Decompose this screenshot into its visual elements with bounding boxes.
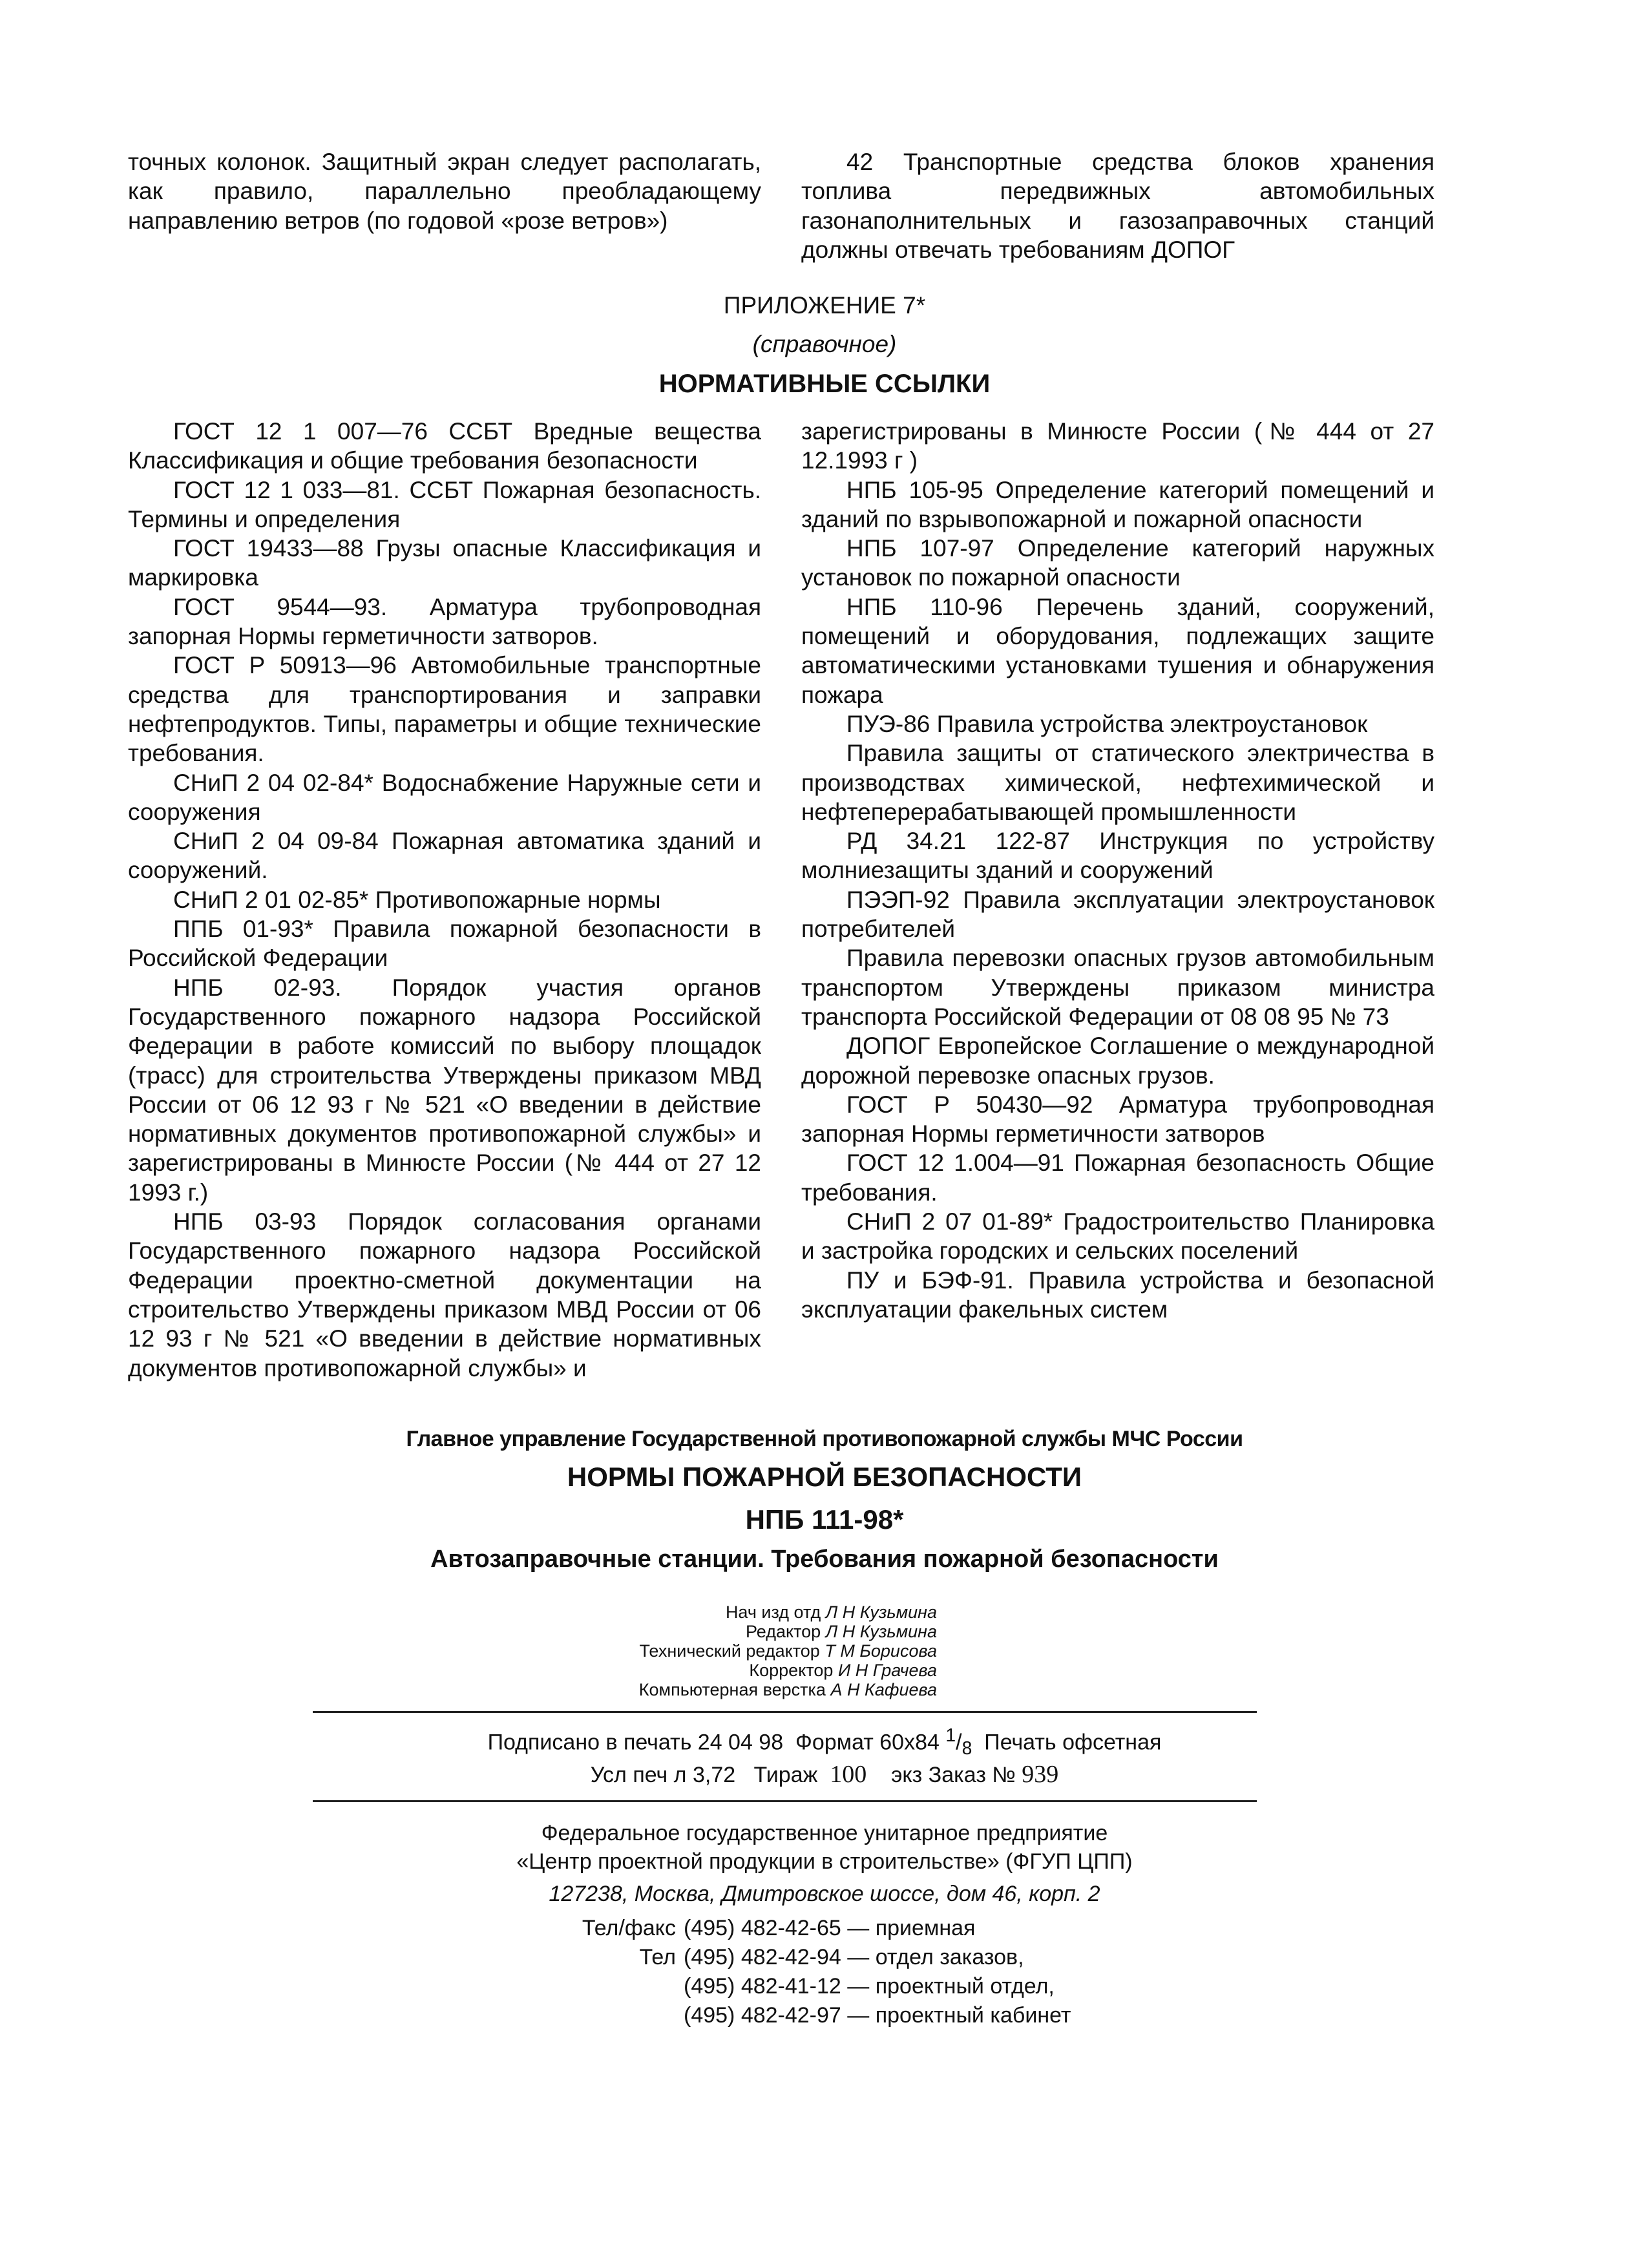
reference-item: ПУ и БЭФ-91. Правила устройства и безопасной эксплуатации факельных систем — [801, 1266, 1434, 1323]
contact-phone: (495) 482-42-65 — [684, 1916, 841, 1940]
credit-role: Нач изд отд — [725, 1602, 821, 1622]
publisher-org-line: «Центр проектной продукции в строительстве» (ФГУП ЦПП) — [516, 1849, 1133, 1874]
signed-label: Подписано в печать — [487, 1730, 692, 1755]
copies-label: экз — [891, 1763, 923, 1787]
credit-name: И Н Грачева — [837, 1661, 937, 1680]
credit-line — [549, 1622, 937, 1641]
reference-item: СНиП 2 01 02-85* Противопожарные нормы — [173, 886, 661, 913]
credit-name: Л Н Кузьмина — [825, 1622, 937, 1641]
signed-date: 24 04 98 — [697, 1730, 784, 1755]
credits-list — [549, 1602, 937, 1699]
sheets-label: Усл печ л — [590, 1763, 687, 1787]
credit-name: А Н Кафиева — [830, 1680, 937, 1699]
reference-item: ГОСТ Р 50430—92 Арматура трубопроводная запорная Нормы герметичности затворов — [801, 1091, 1434, 1148]
reference-item: ДОПОГ Европейское Соглашение о международной дорожной перевозке опасных грузов. — [801, 1033, 1434, 1089]
credit-name: Л Н Кузьмина — [825, 1602, 937, 1622]
reference-item: ПУЭ-86 Правила устройства электроустановок — [846, 710, 1368, 737]
contact-dept: отдел заказов, — [875, 1945, 1024, 1969]
credit-name: Т М Борисова — [824, 1641, 937, 1661]
run-value: 100 — [830, 1761, 867, 1788]
format-numerator: 1 — [945, 1725, 956, 1746]
colophon-title: НОРМЫ ПОЖАРНОЙ БЕЗОПАСНОСТИ — [567, 1462, 1082, 1492]
reference-item: СНиП 2 04 09-84 Пожарная автоматика зданий и сооружений. — [128, 828, 761, 884]
contact-label: Тел/факс — [582, 1916, 676, 1940]
reference-item: ГОСТ 19433—88 Грузы опасные Классификация и маркировка — [128, 535, 761, 591]
reference-item: СНиП 2 04 02-84* Водоснабжение Наружные сети и сооружения — [128, 769, 761, 825]
section-title: НОРМАТИВНЫЕ ССЫЛКИ — [658, 370, 991, 398]
reference-item: ГОСТ Р 50913—96 Автомобильные транспортные средства для транспортирования и заправки нефтепродуктов. Типы, параметры и общие технические требования. — [128, 652, 761, 767]
colophon-document-code: НПБ 111-98* — [745, 1504, 904, 1535]
credit-role: Редактор — [745, 1622, 821, 1641]
credit-line — [549, 1680, 937, 1699]
contact-phone: (495) 482-42-94 — [684, 1945, 841, 1969]
reference-item: ГОСТ 12 1 007—76 ССБТ Вредные вещества Классификация и общие требования безопасности — [128, 418, 761, 474]
contact-row: (495) 482-42-97 — проектный кабинет — [684, 2003, 1071, 2028]
order-label: Заказ № — [928, 1763, 1016, 1787]
sheets-value: 3,72 — [692, 1763, 736, 1787]
credit-line — [549, 1602, 937, 1622]
reference-item: Правила защиты от статического электричества в производствах химической, нефтехимической и нефтеперерабатывающей промышленности — [801, 740, 1434, 825]
colophon-agency: Главное управление Государственной противопожарной службы МЧС России — [406, 1427, 1243, 1451]
run-label: Тираж — [753, 1763, 818, 1787]
colophon-subtitle: Автозаправочные станции. Требования пожарной безопасности — [430, 1546, 1219, 1573]
appendix-subtitle: (справочное) — [752, 331, 897, 357]
reference-continuation: зарегистрированы в Минюсте России (№ 444 от 27 12.1993 г ) — [801, 418, 1434, 474]
top-right-paragraph — [801, 147, 1434, 264]
contact-dept: проектный кабинет — [875, 2003, 1071, 2028]
contact-dept: проектный отдел, — [875, 1974, 1055, 1999]
reference-item: ПЭЭП-92 Правила эксплуатации электроустановок потребителей — [801, 886, 1434, 943]
print-run-line — [0, 1760, 1649, 1789]
references-left-column — [128, 417, 761, 1383]
reference-item: Правила перевозки опасных грузов автомобильным транспортом Утверждены приказом министра транспорта Российской Федерации от 08 08 95 № 73 — [801, 945, 1434, 1030]
top-left-paragraph — [128, 147, 761, 235]
contact-row: Тел/факс (495) 482-42-65 — приемная — [478, 1914, 1071, 1943]
contact-phone: (495) 482-42-97 — [684, 2003, 841, 2028]
publisher-address: 127238, Москва, Дмитровское шоссе, дом 46, корп. 2 — [549, 1882, 1100, 1906]
publisher-org-line: Федеральное государственное унитарное предприятие — [541, 1821, 1108, 1845]
reference-item: НПБ 02-93. Порядок участия органов Государственного пожарного надзора Российской Федерации в работе комиссий по выбору площадок (трасс) для строительства Утверждены приказом МВД России от 06 12 93 г № 521 «О введении в действие нормативных документов противопожарной службы» и зарегистрированы в Минюсте России (№ 444 от 27 12 1993 г.) — [128, 974, 761, 1206]
reference-item: СНиП 2 07 01-89* Градостроительство Планировка и застройка городских и сельских поселений — [801, 1208, 1434, 1265]
order-value: 939 — [1022, 1761, 1059, 1788]
reference-item: ГОСТ 9544—93. Арматура трубопроводная запорная Нормы герметичности затворов. — [128, 593, 761, 650]
reference-item: ППБ 01-93* Правила пожарной безопасности в Российской Федерации — [128, 916, 761, 972]
credit-line — [549, 1641, 937, 1661]
reference-item: НПБ 03-93 Порядок согласования органами Государственного пожарного надзора Российской Федерации проектно-сметной документации на строительство Утверждены приказом МВД России от 06 12 93 г № 521 «О введении в действие нормативных документов противопожарной службы» и — [128, 1208, 761, 1381]
paragraph: точных колонок. Защитный экран следует располагать, как правило, параллельно преобладающему направлению ветров (по годовой «розе ветров») — [128, 149, 761, 234]
reference-item: ГОСТ 12 1 033—81. ССБТ Пожарная безопасность. Термины и определения — [128, 476, 761, 532]
reference-item: РД 34.21 122-87 Инструкция по устройству молниезащиты зданий и сооружений — [801, 828, 1434, 884]
contact-dept: приемная — [875, 1916, 976, 1940]
contact-row: (495) 482-41-12 — проектный отдел, — [684, 1974, 1055, 1999]
contacts-list — [478, 1914, 1071, 2030]
paragraph: 42 Транспортные средства блоков хранения топлива передвижных автомобильных газонаполнительных и газозаправочных станций должны отвечать требованиям ДОПОГ — [801, 149, 1434, 263]
credit-role: Технический редактор — [639, 1641, 820, 1661]
print-details-line: Подписано в печать 24 04 98 Формат 60х84 $^1/_8$ Печать офсетная — [487, 1725, 1162, 1759]
reference-item: НПБ 110-96 Перечень зданий, сооружений, помещений и оборудования, подлежащих защите автоматическими установками тушения и обнаружения пожара — [801, 593, 1434, 708]
format-label: Формат 60х84 — [795, 1730, 940, 1755]
references-right-column — [801, 417, 1434, 1324]
print-type: Печать офсетная — [984, 1730, 1162, 1755]
credit-line — [549, 1661, 937, 1680]
reference-item: ГОСТ 12 1.004—91 Пожарная безопасность Общие требования. — [801, 1150, 1434, 1206]
reference-item: НПБ 105-95 Определение категорий помещений и зданий по взрывопожарной и пожарной опасности — [801, 476, 1434, 532]
divider — [313, 1800, 1257, 1802]
contact-row: Тел (495) 482-42-94 — отдел заказов, — [478, 1943, 1071, 1972]
credit-role: Компьютерная верстка — [638, 1680, 826, 1699]
contact-label: Тел — [639, 1945, 676, 1969]
format-denominator: 8 — [961, 1738, 972, 1759]
divider — [313, 1711, 1257, 1713]
reference-item: НПБ 107-97 Определение категорий наружных установок по пожарной опасности — [801, 535, 1434, 591]
appendix-label: ПРИЛОЖЕНИЕ 7* — [723, 292, 926, 319]
contact-phone: (495) 482-41-12 — [684, 1974, 841, 1999]
credit-role: Корректор — [749, 1661, 834, 1680]
